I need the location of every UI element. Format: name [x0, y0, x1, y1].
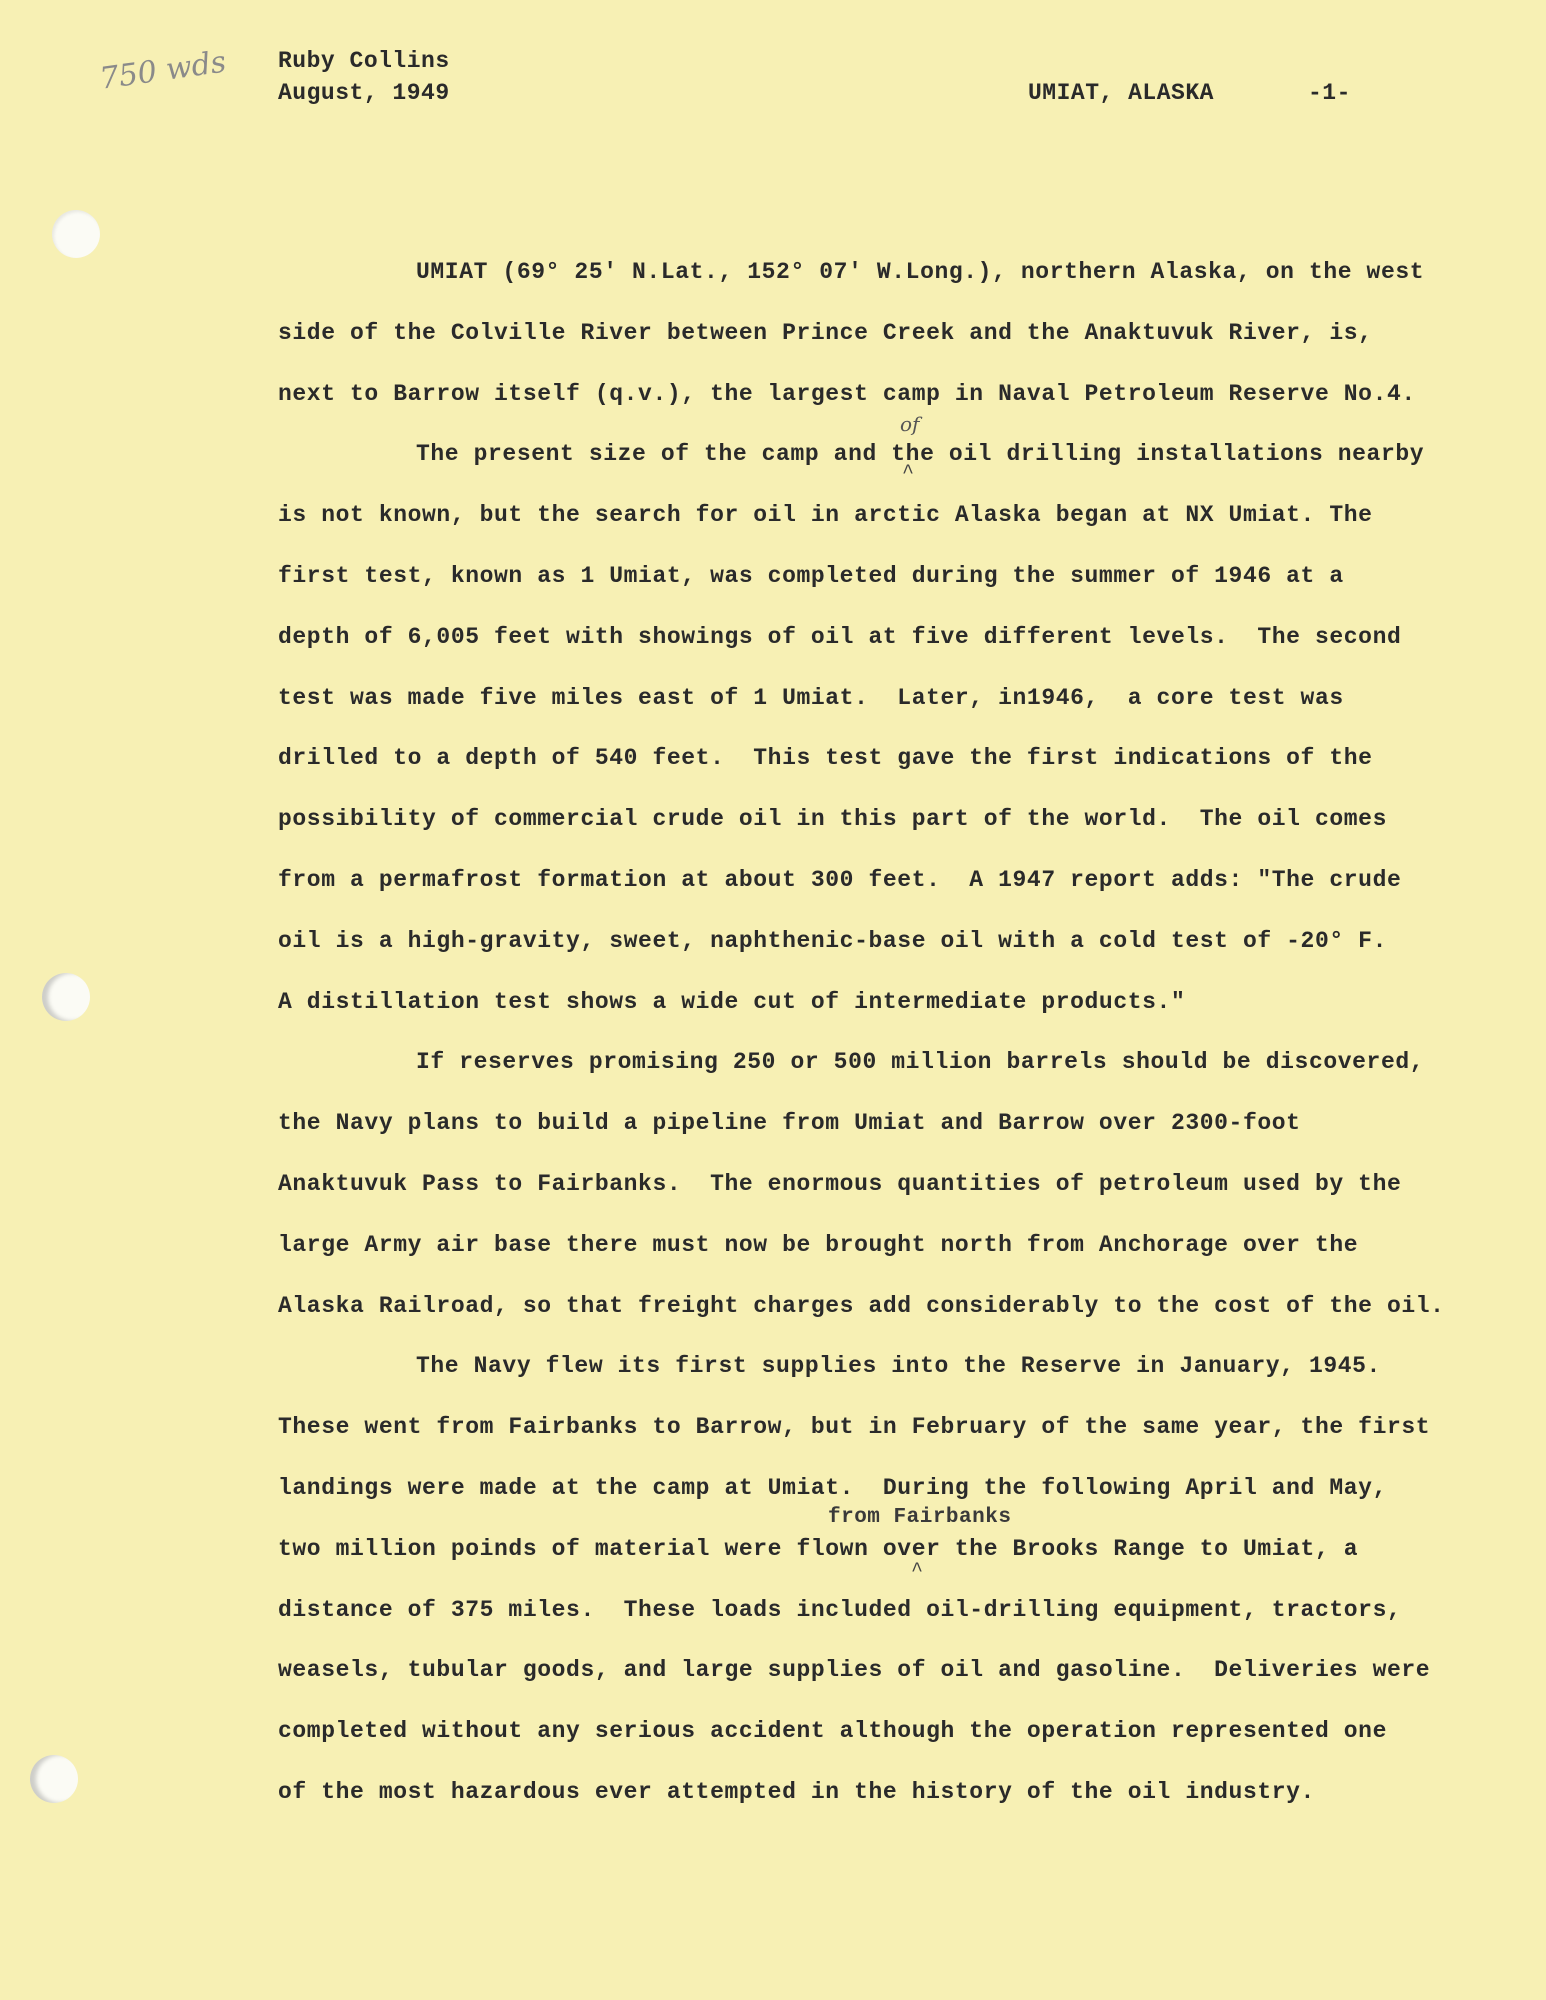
text-line: the Navy plans to build a pipeline from Umiat and Barrow over 2300-foot	[278, 1110, 1301, 1137]
text-line: UMIAT (69° 25' N.Lat., 152° 07' W.Long.), northern Alaska, on the west	[416, 259, 1425, 285]
text-line: depth of 6,005 feet with showings of oil at five different levels. The second	[278, 623, 1402, 650]
text-line: The present size of the camp and the oil drilling installations nearby	[416, 441, 1425, 468]
document-body	[278, 250, 1518, 1831]
page-number: -1-	[1308, 80, 1351, 106]
handwritten-word-count: 750 wds	[97, 44, 229, 97]
text-line: A distillation test shows a wide cut of intermediate products."	[278, 988, 1186, 1015]
typed-insertion-from-fairbanks: from Fairbanks	[828, 1506, 1012, 1529]
text-line: next to Barrow itself (q.v.), the largest camp in Naval Petroleum Reserve No.4.	[278, 380, 1416, 407]
text-line: The Navy flew its first supplies into the Reserve in January, 1945.	[416, 1353, 1381, 1380]
text-line: If reserves promising 250 or 500 million barrels should be discovered,	[416, 1049, 1425, 1076]
text-line: side of the Colville River between Prince Creek and the Anaktuvuk River, is,	[278, 319, 1373, 346]
text-line: from a permafrost formation at about 300 feet. A 1947 report adds: "The crude	[278, 866, 1402, 893]
text-line: first test, known as 1 Umiat, was completed during the summer of 1946 at a	[278, 562, 1344, 589]
text-line: oil is a high-gravity, sweet, naphthenic-base oil with a cold test of -20° F.	[278, 927, 1387, 954]
text-line: of the most hazardous ever attempted in the history of the oil industry.	[278, 1778, 1315, 1805]
text-line: Alaska Railroad, so that freight charges add considerably to the cost of the oil.	[278, 1292, 1445, 1319]
text-line: distance of 375 miles. These loads included oil-drilling equipment, tractors,	[278, 1596, 1402, 1623]
punch-hole	[42, 973, 90, 1021]
text-line: Anaktuvuk Pass to Fairbanks. The enormous quantities of petroleum used by the	[278, 1170, 1402, 1197]
insertion-caret: ^	[902, 462, 915, 485]
text-line: test was made five miles east of 1 Umiat. Later, in1946, a core test was	[278, 684, 1344, 711]
insertion-caret: ^	[911, 1560, 924, 1583]
text-line: completed without any serious accident although the operation represented one	[278, 1718, 1387, 1745]
punch-hole	[30, 1755, 78, 1803]
text-line: possibility of commercial crude oil in this part of the world. The oil comes	[278, 806, 1387, 833]
punch-hole	[52, 210, 100, 258]
text-line: two million poinds of material were flown over the Brooks Range to Umiat, a	[278, 1535, 1359, 1562]
document-date: August, 1949	[278, 80, 450, 106]
text-line: is not known, but the search for oil in arctic Alaska began at NX Umiat. The	[278, 502, 1373, 529]
text-line: drilled to a depth of 540 feet. This test gave the first indications of the	[278, 745, 1373, 772]
text-line: landings were made at the camp at Umiat. During the following April and May,	[278, 1474, 1387, 1501]
text-line: weasels, tubular goods, and large supplies of oil and gasoline. Deliveries were	[278, 1657, 1431, 1684]
handwritten-insertion-of: of	[900, 412, 920, 436]
text-line: large Army air base there must now be brought north from Anchorage over the	[278, 1231, 1359, 1258]
text-line: These went from Fairbanks to Barrow, but in February of the same year, the first	[278, 1414, 1431, 1441]
author-name: Ruby Collins	[278, 48, 450, 74]
place-heading: UMIAT, ALASKA	[1028, 80, 1214, 106]
